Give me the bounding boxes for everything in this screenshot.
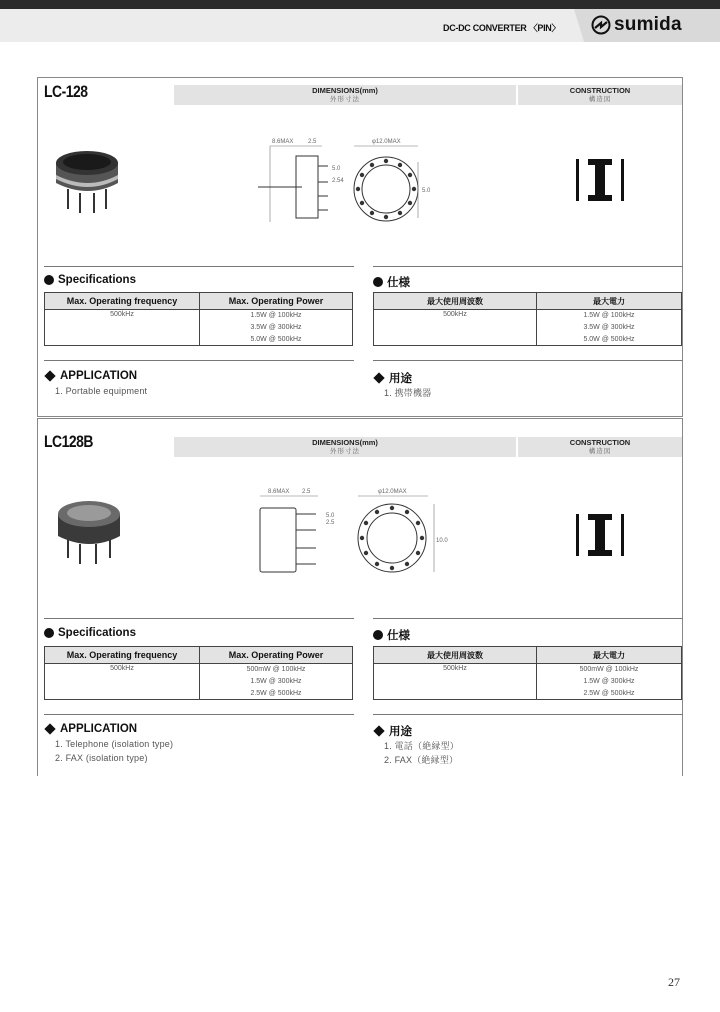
- dimensions-header: [174, 437, 516, 457]
- dimension-drawing: [250, 484, 450, 580]
- construction-symbol: [576, 157, 626, 203]
- dim-annotation: φ12.0MAX: [378, 489, 407, 495]
- application-title: APPLICATION: [60, 370, 138, 382]
- dim-annotation: 5.0: [332, 166, 341, 172]
- product-photo: [54, 494, 126, 566]
- application-title: APPLICATION: [60, 723, 138, 735]
- bullet-icon: [44, 628, 54, 638]
- construction-sub: 構造図: [588, 96, 612, 103]
- construction-sub: 構造図: [588, 448, 612, 455]
- application-item: 2. FAX (isolation type): [55, 753, 148, 763]
- diamond-icon: [373, 372, 384, 383]
- section-rule: [373, 266, 683, 267]
- bullet-icon: [373, 630, 383, 640]
- specifications-heading: [44, 274, 136, 286]
- specifications-heading-jp: [373, 274, 410, 290]
- power-cell: 3.5W @ 300kHz: [583, 324, 635, 331]
- application-title-jp: 用途: [389, 726, 412, 738]
- product-frame-1: [37, 77, 683, 417]
- specifications-heading-jp: [373, 627, 410, 643]
- dim-annotation: 8.6MAX: [268, 489, 290, 495]
- dim-annotation: 5.0: [422, 188, 431, 194]
- construction-header: [518, 437, 682, 457]
- construction-label: CONSTRUCTION: [569, 438, 631, 447]
- power-cell: 1.5W @ 100kHz: [583, 312, 635, 320]
- power-cell: 1.5W @ 100kHz: [250, 312, 302, 320]
- column-header: Max. Operating frequency: [45, 647, 200, 664]
- section-rule: [373, 618, 683, 619]
- power-cell: 1.5W @ 300kHz: [250, 678, 302, 685]
- category-label: DC-DC CONVERTER 〈PIN〉: [443, 23, 561, 33]
- application-title-jp: 用途: [389, 373, 412, 385]
- brand-logo: [591, 14, 682, 36]
- construction-label: CONSTRUCTION: [569, 86, 631, 95]
- frequency-cell: 500kHz: [45, 664, 200, 700]
- section-rule: [373, 360, 683, 361]
- column-header: 最大使用周波数: [374, 293, 537, 310]
- diamond-icon: [373, 725, 384, 736]
- application-heading-jp: [373, 370, 412, 386]
- power-cell: 500mW @ 100kHz: [246, 666, 306, 674]
- page-number: 27: [668, 975, 680, 989]
- application-heading: [44, 370, 137, 382]
- section-rule: [373, 714, 683, 715]
- power-cell: 5.0W @ 500kHz: [250, 335, 302, 343]
- sumida-logo-icon: [591, 15, 611, 35]
- column-header: Max. Operating Power: [200, 647, 353, 664]
- dimensions-label: DIMENSIONS(mm): [312, 438, 378, 447]
- power-cell: 2.5W @ 500kHz: [250, 689, 302, 697]
- bullet-icon: [44, 275, 54, 285]
- diamond-icon: [44, 723, 55, 734]
- section-rule: [44, 618, 354, 619]
- section-rule: [44, 360, 354, 361]
- frequency-cell: 500kHz: [374, 310, 537, 346]
- product-photo: [52, 145, 124, 215]
- power-cell: 1.5W @ 300kHz: [583, 678, 635, 685]
- construction-symbol: [576, 512, 626, 558]
- model-title: LC-128: [44, 82, 88, 101]
- specifications-heading: [44, 627, 136, 639]
- dim-annotation: 2.5: [326, 520, 335, 526]
- top-bar: [0, 0, 720, 9]
- power-cell: 2.5W @ 500kHz: [583, 689, 635, 697]
- frequency-cell: 500kHz: [374, 664, 537, 700]
- specifications-title: Specifications: [58, 627, 136, 639]
- bullet-icon: [373, 277, 383, 287]
- dim-annotation: 2.54: [332, 178, 344, 184]
- diamond-icon: [44, 370, 55, 381]
- specs-table-en: [44, 646, 353, 700]
- power-cell: 500mW @ 100kHz: [579, 666, 639, 674]
- dim-annotation: 5.0: [326, 513, 335, 519]
- dim-annotation: 8.6MAX: [272, 139, 294, 145]
- dimensions-sub: 外形寸法: [330, 96, 360, 103]
- power-cell: 3.5W @ 300kHz: [250, 324, 302, 331]
- dimension-drawing: [258, 132, 448, 232]
- frequency-cell: 500kHz: [45, 310, 200, 346]
- brand-name: sumida: [614, 14, 682, 35]
- dim-annotation: 10.0: [436, 538, 448, 544]
- column-header: 最大使用周波数: [374, 647, 537, 664]
- application-item: 1. 電話（絶縁型）: [384, 741, 460, 751]
- specs-table-jp: [373, 646, 682, 700]
- column-header: 最大電力: [537, 293, 682, 310]
- dimensions-header: [174, 85, 516, 105]
- dimensions-sub: 外形寸法: [330, 448, 360, 455]
- section-rule: [44, 266, 354, 267]
- application-heading: [44, 723, 137, 735]
- column-header: 最大電力: [537, 647, 682, 664]
- dim-annotation: 2.5: [302, 489, 311, 495]
- dim-annotation: 2.5: [308, 139, 317, 145]
- specs-table-en: [44, 292, 353, 346]
- column-header: Max. Operating Power: [200, 293, 353, 310]
- application-item: 1. 携帯機器: [384, 388, 432, 398]
- application-item: 1. Telephone (isolation type): [55, 739, 174, 749]
- specs-table-jp: [373, 292, 682, 346]
- dim-annotation: φ12.0MAX: [372, 139, 401, 145]
- dimensions-label: DIMENSIONS(mm): [312, 86, 378, 95]
- specifications-title: Specifications: [58, 274, 136, 286]
- specifications-title-jp: 仕様: [387, 630, 410, 642]
- application-heading-jp: [373, 723, 412, 739]
- power-cell: 5.0W @ 500kHz: [583, 335, 635, 343]
- column-header: Max. Operating frequency: [45, 293, 200, 310]
- specifications-title-jp: 仕様: [387, 277, 410, 289]
- model-title: LC128B: [44, 432, 93, 451]
- application-item: 1. Portable equipment: [55, 386, 148, 396]
- application-item: 2. FAX（絶縁型）: [384, 755, 459, 765]
- section-rule: [44, 714, 354, 715]
- construction-header: [518, 85, 682, 105]
